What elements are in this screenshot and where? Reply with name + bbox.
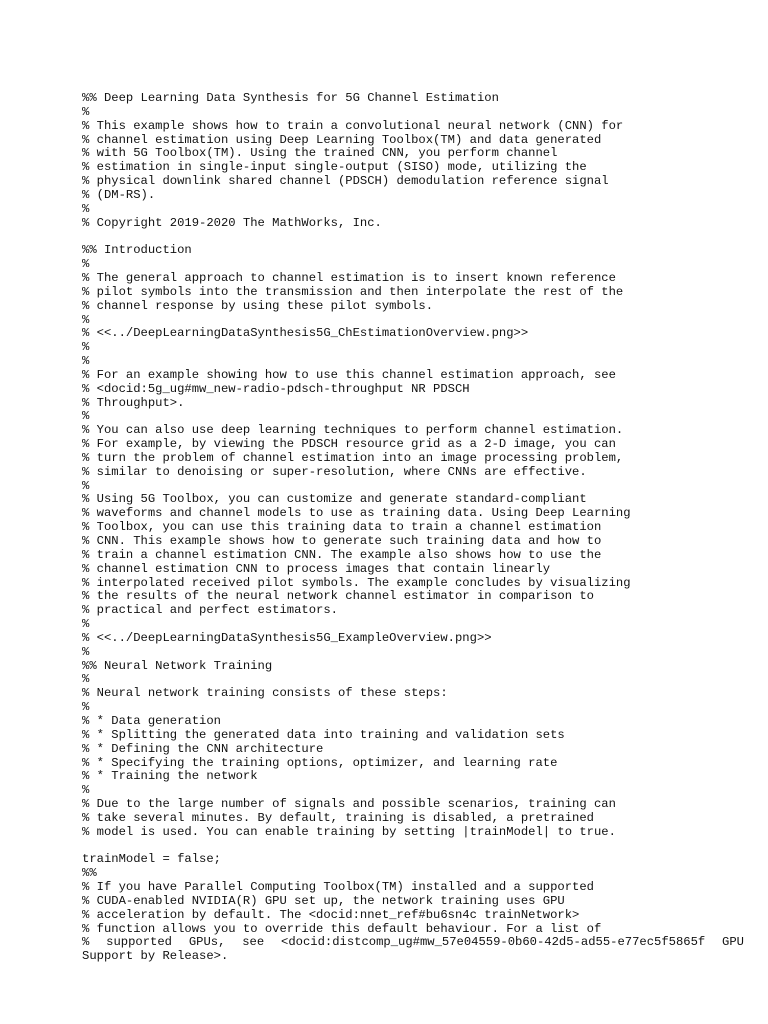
comment-line: % channel estimation CNN to process images that contain linearly — [82, 561, 551, 576]
doc-link-line: % acceleration by default. The <docid:nnet_ref#bu6sn4c trainNetwork> — [82, 907, 580, 922]
comment-line: % estimation in single-input single-output (SISO) mode, utilizing the — [82, 160, 587, 175]
comment-line: % — [82, 104, 90, 119]
section-title-line: %% Introduction — [82, 243, 192, 258]
comment-line: % For example, by viewing the PDSCH resource grid as a 2-D image, you can — [82, 437, 616, 452]
comment-line: % model is used. You can enable training by setting |trainModel| to true. — [82, 824, 616, 839]
blank-line — [82, 840, 752, 854]
comment-line: % turn the problem of channel estimation into an image processing problem, — [82, 450, 624, 465]
comment-line: % CUDA-enabled NVIDIA(R) GPU set up, the network training uses GPU — [82, 893, 565, 908]
image-reference-line: % <<../DeepLearningDataSynthesis5G_ChEstimationOverview.png>> — [82, 326, 529, 341]
comment-line: % — [82, 700, 90, 715]
comment-line: % — [82, 478, 90, 493]
comment-line: % CNN. This example shows how to generate such training data and how to — [82, 534, 602, 548]
comment-line: % — [82, 644, 90, 659]
section-title-line: %% Deep Learning Data Synthesis for 5G Channel Estimation — [82, 91, 499, 105]
section-title-line: %% Neural Network Training — [82, 658, 273, 673]
comment-line: % take several minutes. By default, training is disabled, a pretrained — [82, 810, 594, 825]
section-break-line: %% — [82, 866, 97, 881]
copyright-line: % Copyright 2019-2020 The MathWorks, Inc. — [82, 215, 382, 230]
comment-line: % — [82, 312, 90, 327]
comment-line: % For an example showing how to use this channel estimation approach, see — [82, 367, 616, 382]
comment-line: % train a channel estimation CNN. The example also shows how to use the — [82, 547, 602, 562]
comment-line: % practical and perfect estimators. — [82, 603, 338, 618]
comment-line: % channel estimation using Deep Learning Toolbox(TM) and data generated — [82, 132, 602, 147]
bullet-line: % * Defining the CNN architecture — [82, 741, 324, 756]
code-statement-line: trainModel = false; — [82, 852, 221, 867]
comment-line: % This example shows how to train a convolutional neural network (CNN) for — [82, 118, 624, 133]
comment-line: % physical downlink shared channel (PDSCH) demodulation reference signal — [82, 174, 609, 189]
bullet-line: % * Splitting the generated data into training and validation sets — [82, 727, 565, 742]
comment-line: % interpolated received pilot symbols. The example concludes by visualizing — [82, 575, 631, 590]
comment-line: % — [82, 617, 90, 632]
comment-line: % similar to denoising or super-resolution, where CNNs are effective. — [82, 464, 587, 479]
comment-line: % channel response by using these pilot symbols. — [82, 298, 434, 313]
comment-line: % pilot symbols into the transmission and then interpolate the rest of the — [82, 284, 624, 299]
blank-line — [82, 230, 752, 244]
comment-line: % Using 5G Toolbox, you can customize and generate standard-compliant — [82, 492, 587, 507]
code-document — [82, 92, 752, 964]
bullet-line: % * Data generation — [82, 713, 221, 728]
comment-line: % waveforms and channel models to use as training data. Using Deep Learning — [82, 506, 631, 521]
doc-link-continuation-line: Support by Release>. — [82, 949, 229, 964]
comment-line: % — [82, 783, 90, 798]
comment-line: % the results of the neural network channel estimator in comparison to — [82, 589, 594, 604]
comment-line: % Throughput>. — [82, 395, 185, 410]
comment-line: % The general approach to channel estimation is to insert known reference — [82, 270, 616, 285]
comment-line: % — [82, 409, 90, 424]
comment-line: % with 5G Toolbox(TM). Using the trained CNN, you perform channel — [82, 146, 558, 161]
doc-link-line: % supported GPUs, see <docid:distcomp_ug#mw_57e04559-0b60-42d5-ad55-e77ec5f5865f GPU — [82, 935, 744, 950]
comment-line: % Due to the large number of signals and possible scenarios, training can — [82, 797, 616, 812]
comment-line: % function allows you to override this default behaviour. For a list of — [82, 921, 602, 936]
bullet-line: % * Specifying the training options, optimizer, and learning rate — [82, 755, 558, 770]
comment-line: % (DM-RS). — [82, 187, 156, 202]
comment-line: % If you have Parallel Computing Toolbox(TM) installed and a supported — [82, 880, 594, 895]
comment-line: % Toolbox, you can use this training data to train a channel estimation — [82, 520, 602, 535]
comment-line: % — [82, 257, 90, 272]
comment-line: % — [82, 201, 90, 216]
image-reference-line: % <<../DeepLearningDataSynthesis5G_ExampleOverview.png>> — [82, 630, 492, 645]
bullet-line: % * Training the network — [82, 769, 258, 784]
comment-line: % Neural network training consists of these steps: — [82, 686, 448, 701]
comment-line: % — [82, 340, 90, 355]
doc-link-line: % <docid:5g_ug#mw_new-radio-pdsch-throughput NR PDSCH — [82, 381, 470, 396]
comment-line: % — [82, 672, 90, 687]
comment-line: % You can also use deep learning techniques to perform channel estimation. — [82, 423, 624, 438]
comment-line: % — [82, 354, 90, 369]
